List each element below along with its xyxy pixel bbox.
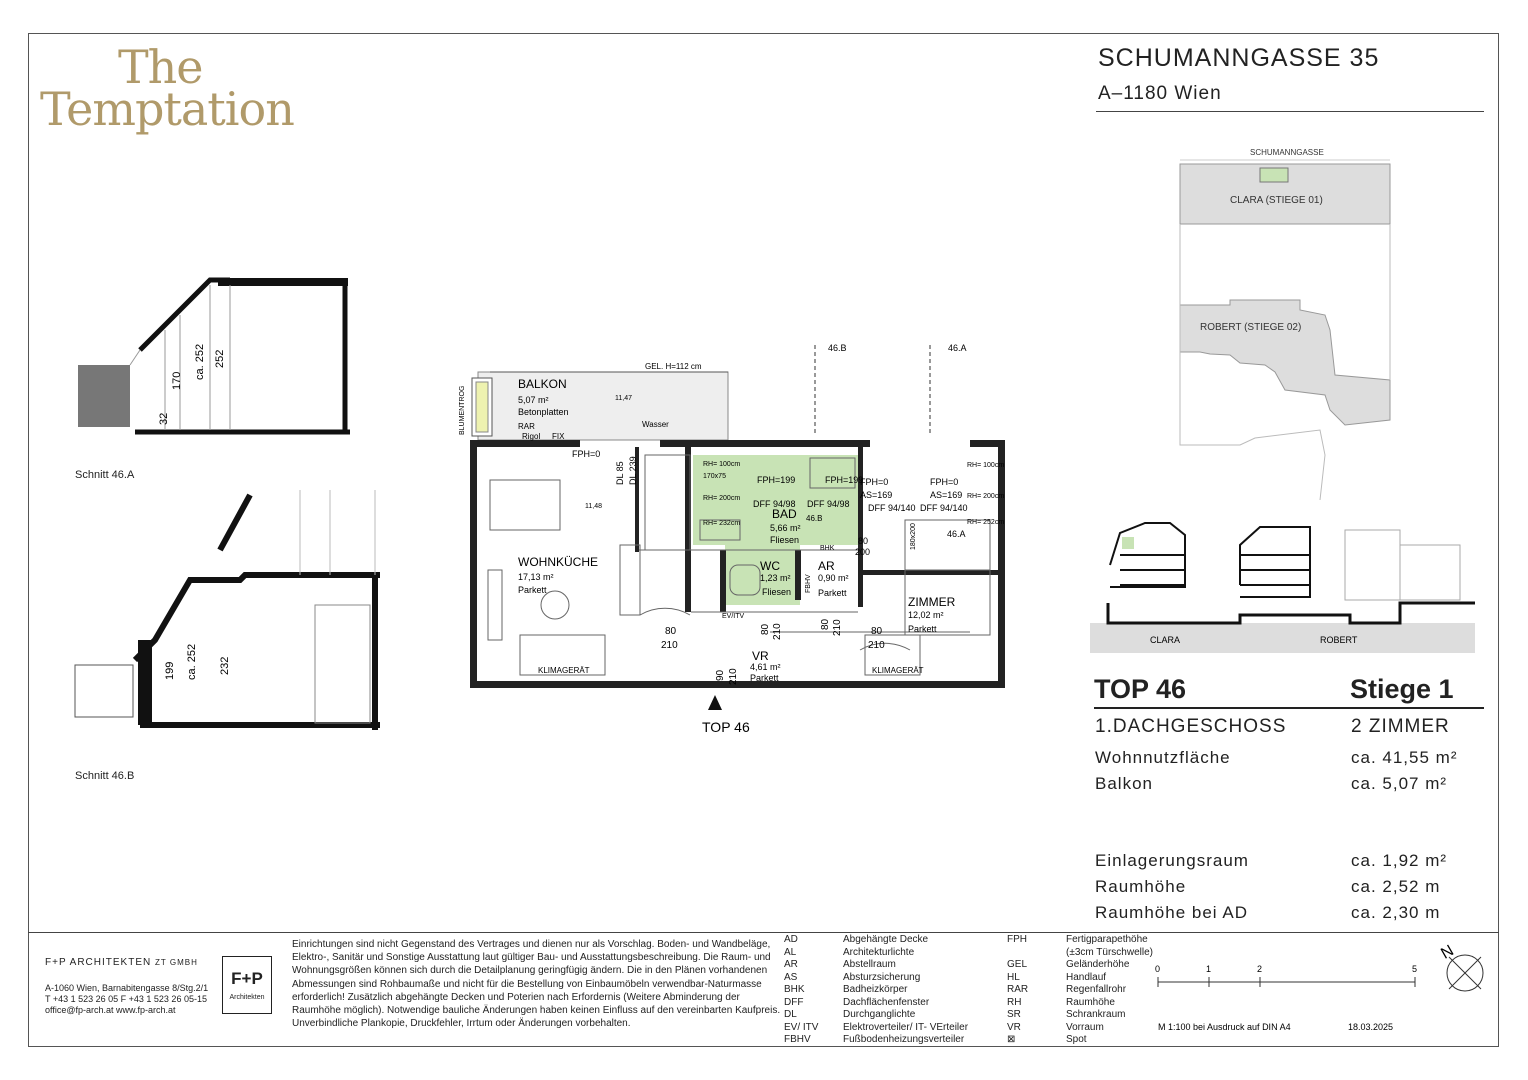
rh200-label: RH= 200cm [703, 495, 741, 502]
as169-label-1: AS=169 [860, 490, 893, 500]
wohnkueche-area: 17,13 m² [518, 572, 554, 582]
rh252-label: RH= 252cm [967, 519, 1005, 526]
door-80-ar: 80 [820, 618, 831, 630]
legend-row [784, 984, 1157, 997]
section-a-drawing [70, 270, 390, 460]
vr-label: VR [752, 649, 769, 663]
north-letter: N [1438, 942, 1457, 963]
legend-abbr: DFF [784, 996, 804, 1008]
legend-abbr: ⊠ [1007, 1034, 1016, 1045]
legend-abbr [1007, 947, 1066, 960]
legend-desc: Spot [1066, 1034, 1087, 1045]
street-label: SCHUMANNGASSE [1250, 148, 1324, 157]
cut-a-inner: 46.A [947, 529, 966, 539]
legend-row [784, 934, 1157, 947]
legend-desc: Schrankraum [1066, 1009, 1126, 1020]
unit-rooms: 2 ZIMMER [1351, 716, 1450, 737]
info-label: Balkon [1095, 774, 1153, 793]
section-a-dim4: 32 [158, 412, 170, 425]
rh100-label: RH= 100cm [703, 461, 741, 468]
door-210-ar: 210 [832, 619, 843, 636]
bhk-label: BHK [820, 545, 835, 552]
legend-desc: (±3cm Türschwelle) [1066, 946, 1153, 958]
disclaimer-text: Einrichtungen sind nicht Gegenstand des Vertrages und dienen nur als Vorschlag. Boden- und Wandbeläge, Elektro-, Sanitär und Sonstige Ausstattung laut gültiger Bau- und Ausstattungsbeschreibung. Die Raum- und Wohnungsgrößen können sich durch die Detailplanung geringfügig ändern. Die in den Plänen vorhandenen Abmessungen sind Rohbaumaße und nicht für die Bestellung von Einbaumöbeln verwendbar-Naturmasse erforderlich! Zusätzlich abgehängte Decken und Poterien nach Erfordernis (Weitere Abminderung der Raumhöhe möglich). Notwendige bauliche Änderungen haben keinen Einfluss auf den vereinbarten Kaufpreis. Unverbindliche Plankopie, Druckfehler, Irrtum oder Änderungen vorbehalten. [292, 939, 781, 1030]
legend-abbr: SR [1007, 1009, 1021, 1020]
door-210-zimmer: 210 [868, 640, 885, 651]
legend-abbr: GEL [1007, 959, 1028, 970]
as169-label-2: AS=169 [930, 490, 963, 500]
rigol-label: Rigol [522, 432, 541, 441]
legend-desc: Vorraum [1066, 1021, 1104, 1033]
legend-desc: Durchganglichte [843, 1009, 916, 1020]
scale-bar [1150, 960, 1430, 1030]
info-value: ca. 1,92 m² [1351, 851, 1448, 870]
legend-desc: Abstellraum [843, 959, 896, 970]
legend-row [784, 947, 1157, 960]
info-label: Raumhöhe bei AD [1095, 903, 1248, 922]
architect-logo [222, 956, 272, 1014]
architect-phone: T +43 1 523 26 05 F +43 1 523 26 05-15 [45, 994, 207, 1004]
architect-suffix: ZT GMBH [155, 958, 198, 967]
section-a-dim1: 170 [171, 371, 183, 390]
zimmer-floor: Parkett [908, 624, 937, 634]
ar-floor: Parkett [818, 588, 847, 598]
floor-plan [450, 340, 1030, 740]
legend-abbr: FPH [1007, 934, 1027, 945]
legend-abbr: HL [1007, 971, 1020, 983]
dl239-label: DL 239 [628, 456, 638, 485]
legend-desc: Geländerhöhe [1066, 959, 1130, 970]
door-200-bad: 200 [855, 547, 871, 557]
dff-label-1: DFF 94/98 [753, 499, 796, 509]
fph199-label-1: FPH=199 [757, 475, 796, 485]
info-value: ca. 41,55 m² [1351, 748, 1458, 767]
legend-desc: Abgehängte Decke [843, 934, 929, 945]
legend-abbr: AL [784, 946, 797, 958]
bed-size: 180x200 [910, 523, 917, 550]
scale-tick-2: 2 [1257, 964, 1263, 974]
dl85-label: DL 85 [615, 461, 625, 485]
blumentrog-label: BLUMENTROG [459, 385, 466, 435]
fph0-label: FPH=0 [572, 449, 601, 459]
balkon-label: BALKON [518, 377, 567, 391]
section-b-dim2: ca. 252 [186, 643, 198, 680]
scale-note: M 1:100 bei Ausdruck auf DIN A4 [1158, 1022, 1291, 1030]
site-plan [1170, 140, 1400, 500]
address-street: SCHUMANNGASSE 35 [1098, 44, 1380, 72]
door-90-entry: 90 [715, 669, 726, 681]
zimmer-area: 12,02 m² [908, 610, 944, 620]
architect-logo-sub: Architekten [229, 994, 265, 1001]
unit-floor: 1.DACHGESCHOSS [1095, 716, 1287, 737]
legend-abbr: AR [784, 959, 798, 970]
dff-label-4: DFF 94/140 [920, 503, 968, 513]
cut-b-inner: 46.B [806, 514, 823, 523]
door-80-zimmer: 80 [871, 626, 883, 637]
legend-row [784, 972, 1157, 985]
legend-row [784, 1022, 1157, 1035]
site-section [1090, 515, 1480, 655]
wc-floor: Fliesen [762, 587, 792, 597]
section-b-drawing [70, 480, 390, 760]
legend-abbr: AS [784, 971, 798, 983]
tub-size: 170x75 [703, 473, 726, 480]
brand-logo-line1: The [118, 40, 203, 94]
legend-abbr: BHK [784, 984, 805, 995]
wc-area: 1,23 m² [760, 573, 791, 583]
info-row-einlagerung [1095, 851, 1485, 871]
scale-tick-1: 1 [1206, 964, 1212, 974]
bad-area: 5,66 m² [770, 523, 801, 533]
gel-label: GEL. H=112 cm [645, 362, 702, 371]
cut-b-top: 46.B [828, 343, 847, 353]
info-value: ca. 2,52 m [1351, 877, 1441, 896]
legend-row [784, 1009, 1157, 1022]
legend-desc: Dachflächenfenster [843, 996, 930, 1008]
evitv-label: EV/ITV [722, 613, 745, 620]
balkon-floor: Betonplatten [518, 407, 569, 417]
unit-rule [1094, 707, 1484, 709]
klima-label-1: KLIMAGERÄT [538, 666, 590, 675]
architect-logo-text: F+P [231, 969, 263, 988]
architect-name-row [45, 957, 198, 968]
section-b-dim3: 232 [219, 656, 231, 675]
wohnkueche-label: WOHNKÜCHE [518, 555, 598, 569]
unit-stiege: Stiege 1 [1350, 674, 1454, 704]
zimmer-label: ZIMMER [908, 595, 956, 609]
vr-area: 4,61 m² [750, 662, 781, 672]
unit-floor-row [1095, 716, 1485, 738]
building-robert-label: ROBERT (STIEGE 02) [1200, 322, 1302, 333]
scale-tick-0: 0 [1155, 964, 1161, 974]
section-a-dim3: 252 [214, 349, 226, 368]
door-80-wc: 80 [760, 623, 771, 635]
vr-floor: Parkett [750, 673, 779, 683]
section-b-caption: Schnitt 46.B [75, 770, 135, 782]
rh200-label-2: RH= 200cm [967, 493, 1005, 500]
legend-row [784, 959, 1157, 972]
door-80-bad: 80 [858, 536, 869, 546]
legend-desc: Regenfallrohr [1066, 984, 1127, 995]
legend-desc: Fußbodenheizungsverteiler [843, 1034, 965, 1045]
rar-label: RAR [518, 422, 535, 431]
info-row-wohnnutzflaeche [1095, 748, 1485, 768]
door-80-kueche: 80 [665, 626, 677, 637]
legend-desc: Raumhöhe [1066, 996, 1115, 1008]
wasser-label: Wasser [642, 420, 669, 429]
info-row-balkon [1095, 774, 1485, 794]
rh100-label-2: RH= 100cm [967, 462, 1005, 469]
legend-abbr: DL [784, 1009, 797, 1020]
architect-address: A-1060 Wien, Barnabitengasse 8/Stg.2/1 [45, 983, 209, 993]
legend-desc: Absturzsicherung [843, 971, 921, 983]
address-city: A–1180 Wien [1098, 83, 1222, 104]
balkon-area: 5,07 m² [518, 395, 549, 405]
info-label: Wohnnutzfläche [1095, 748, 1231, 767]
legend-abbr: FBHV [784, 1034, 811, 1045]
fph0-label-3: FPH=0 [930, 477, 959, 487]
rh232-label: RH= 232cm [703, 520, 741, 527]
info-row-raumhoehe [1095, 877, 1485, 897]
door-210-entry: 210 [728, 668, 739, 685]
spot-level-2: 11,47 [615, 395, 632, 402]
bad-label: BAD [772, 507, 797, 521]
ar-area: 0,90 m² [818, 573, 849, 583]
legend-row [784, 997, 1157, 1010]
architect-web: office@fp-arch.at www.fp-arch.at [45, 1005, 176, 1015]
brand-logo-line2: Temptation [40, 82, 294, 136]
address-rule [1096, 111, 1484, 112]
klima-label-2: KLIMAGERÄT [872, 666, 924, 675]
unit-top: TOP 46 [1094, 674, 1187, 704]
fix-label: FIX [552, 432, 565, 441]
scale-tick-5: 5 [1412, 964, 1418, 974]
entry-label: TOP 46 [702, 719, 750, 735]
wc-label: WC [760, 559, 780, 573]
door-210-wc: 210 [772, 623, 783, 640]
door-210-kueche: 210 [661, 640, 678, 651]
dff-label-3: DFF 94/140 [868, 503, 916, 513]
north-arrow-icon [1435, 935, 1495, 1000]
fph199-label-2: FPH=199 [825, 475, 864, 485]
fph0-label-2: FPH=0 [860, 477, 889, 487]
info-label: Raumhöhe [1095, 877, 1187, 896]
legend-abbr: EV/ ITV [784, 1021, 819, 1033]
abbreviation-legend [784, 934, 1157, 1047]
section-b-dim1: 199 [164, 661, 176, 680]
wohnkueche-floor: Parkett [518, 585, 547, 595]
legend-desc: Badheizkörper [843, 984, 908, 995]
plan-date: 18.03.2025 [1348, 1022, 1394, 1030]
architect-name: F+P ARCHITEKTEN [45, 957, 152, 968]
legend-desc: Elektroverteiler/ IT- VErteiler [843, 1021, 969, 1033]
building-clara-label: CLARA (STIEGE 01) [1230, 195, 1323, 206]
section-a-dim2: ca. 252 [194, 343, 206, 380]
spot-level-1: 11,48 [585, 503, 602, 510]
legend-abbr: RH [1007, 996, 1022, 1008]
bad-floor: Fliesen [770, 535, 800, 545]
legend-desc: Handlauf [1066, 971, 1107, 983]
legend-abbr: RAR [1007, 984, 1029, 995]
info-row-raumhoehe-ad [1095, 903, 1485, 923]
footer-rule [28, 932, 1499, 933]
legend-abbr: AD [784, 934, 798, 945]
info-value: ca. 5,07 m² [1351, 774, 1448, 793]
legend-abbr: VR [1007, 1021, 1021, 1033]
ar-label: AR [818, 559, 835, 573]
legend-desc: Architekturlichte [843, 946, 915, 958]
info-label: Einlagerungsraum [1095, 851, 1249, 870]
dff-label-2: DFF 94/98 [807, 499, 850, 509]
legend-row [784, 1034, 1157, 1047]
section-robert-label: ROBERT [1320, 635, 1358, 645]
section-clara-label: CLARA [1150, 635, 1181, 645]
legend-desc: Fertigparapethöhe [1066, 934, 1148, 945]
fbhv-label: FBHV [805, 574, 812, 593]
cut-a-top: 46.A [948, 343, 967, 353]
section-a-caption: Schnitt 46.A [75, 469, 135, 481]
info-value: ca. 2,30 m [1351, 903, 1441, 922]
